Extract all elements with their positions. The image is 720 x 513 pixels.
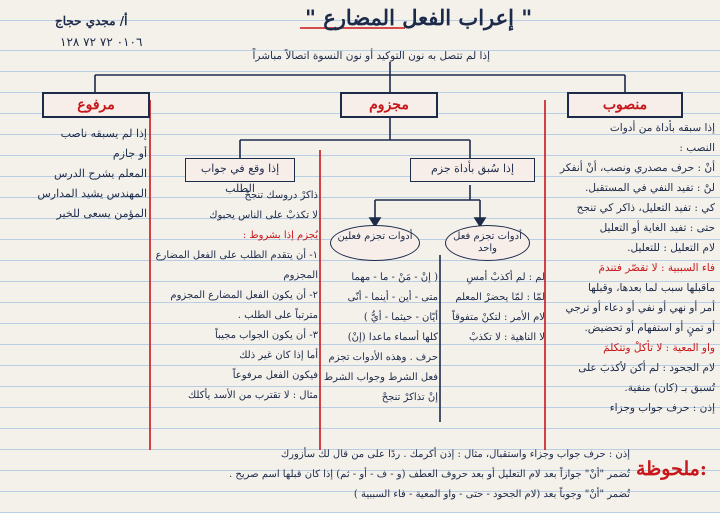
two-verb-line: ( إنْ - مَنْ - ما - مهما xyxy=(351,272,438,283)
one-verb-line: لم : لم أكذبْ أمسِ xyxy=(466,272,545,283)
page-title: " إعراب الفعل المضارع " xyxy=(305,5,533,30)
two-verb-line: كلها أسماء ماعدا (إنْ) xyxy=(347,332,438,343)
talab-line: أما إذا كان غير ذلك xyxy=(239,350,318,361)
nasb-line: ماقبلها سبب لما بعدها، وقبلها xyxy=(587,282,715,294)
cloud-one-verb: أدوات تجزم فعل واحد xyxy=(445,225,530,261)
cloud-two-verbs: أدوات تجزم فعلين xyxy=(330,225,420,261)
two-verb-line: حرف . وهذه الأدوات تجزم xyxy=(328,352,438,363)
nasb-column xyxy=(545,118,715,418)
note-line: إذن : حرف جواب وجزاء واستقبال، مثال : إذن أكرمك . ردًا على من قال لك سأزورك xyxy=(280,449,630,460)
nasb-line: واو المعية : لا تأكلْ وتتكلمَ xyxy=(603,342,715,354)
nasb-line: تُسبق بـ (كان) منفية. xyxy=(624,382,715,394)
raf-line: المعلم يشرح الدرس xyxy=(54,167,147,180)
nasb-line: كي : تفيد التعليل، ذاكر كي تنجح xyxy=(576,202,715,214)
raf-line: أو جازم xyxy=(112,147,147,160)
raf-line: المهندس يشيد المدارس xyxy=(37,187,147,200)
talab-column xyxy=(153,186,318,406)
box-jazm-talab: إذا وقع في جواب الطلب xyxy=(185,158,295,182)
talab-line: فيكون الفعل مرفوعاً xyxy=(232,370,318,381)
note-label: ملحوظة: xyxy=(636,458,707,480)
nasb-line: لنْ : تفيد النفي في المستقبل. xyxy=(585,182,715,194)
two-verb-line: إنْ تذاكرْ تنجحْ xyxy=(381,392,438,403)
one-verb-line: لا الناهية : لا تكذبْ xyxy=(468,332,545,343)
nasb-line: فاء السببية : لا تقصّر فتندمَ xyxy=(598,262,715,274)
talab-line: لا تكذبْ على الناس يحبوك xyxy=(209,210,318,221)
note-line: تُضمر "أنْ" جوازاً بعد لام التعليل أو بعد حروف العطف (و - ف - أو - ثم) إذا كان قبلها اسم صريح . xyxy=(229,469,630,480)
box-raf: مرفوع xyxy=(42,92,150,118)
two-verb-column xyxy=(322,268,438,408)
author-phone: ٠١٠٦ ٧٢ ٧٢ ١٢٨ xyxy=(60,35,143,49)
intro-condition: إذا لم تتصل به نون التوكيد أو نون النسوة اتصالاً مباشراً xyxy=(252,50,490,62)
raf-line: المؤمن يسعى للخير xyxy=(56,207,147,220)
nasb-line: حتى : تفيد الغاية أو التعليل xyxy=(599,222,715,234)
talab-line: المجزوم xyxy=(283,270,318,281)
nasb-line: لام التعليل : للتعليل. xyxy=(627,242,715,254)
author-name: أ/ مجدي حجاج xyxy=(55,14,128,28)
talab-line: مترتباً على الطلب . xyxy=(237,310,318,321)
box-jazm: مجزوم xyxy=(340,92,438,118)
nasb-line: لام الجحود : لم أكن لأكذبَ على xyxy=(578,362,715,374)
nasb-line: إذن : حرف جواب وجزاء xyxy=(609,402,715,414)
one-verb-line: لام الأمر : لتكنْ متفوقاً xyxy=(452,312,545,323)
raf-line: إذا لم يسبقه ناصب xyxy=(60,127,147,140)
box-nasb: منصوب xyxy=(567,92,683,118)
talab-line: ١- أن يتقدم الطلب على الفعل المضارع xyxy=(155,250,318,261)
talab-line: ٢- أن يكون الفعل المضارع المجزوم xyxy=(170,290,318,301)
talab-line: ذاكرْ دروسك تنجحْ xyxy=(244,190,318,201)
nasb-line: أمر أو نهي أو نفي أو دعاء أو ترجي xyxy=(565,302,715,314)
note-lines xyxy=(60,445,630,505)
nasb-line: إذا سبقه بأداة من أدوات xyxy=(609,122,715,134)
note-line: تُضمر "أنْ" وجوباً بعد (لام الجحود - حتى - واو المعية - فاء السببية ) xyxy=(353,489,630,500)
raf-column xyxy=(5,124,147,224)
nasb-line: أنْ : حرف مصدري ونصب، أنْ أنفكر xyxy=(559,162,715,174)
two-verb-line: فعل الشرط وجواب الشرط xyxy=(323,372,438,383)
one-verb-column xyxy=(442,268,545,348)
box-jazm-adah: إذا سُبق بأداة جزم xyxy=(410,158,535,182)
nasb-line: النصب : xyxy=(679,142,715,154)
talab-line: مثال : لا تقترب من الأسد يأكلك xyxy=(187,390,318,401)
nasb-line: أو تمنٍ أو استفهام أو تحضيض. xyxy=(584,322,715,334)
two-verb-line: أيّان - حيثما - أيُّ ) xyxy=(363,312,438,323)
talab-line: يُجزم إذا بشروط : xyxy=(242,230,318,241)
talab-line: ٣- أن يكون الجواب مجيباً xyxy=(215,330,318,341)
two-verb-line: متى - أين - أينما - أنّى xyxy=(347,292,438,303)
one-verb-line: لمّا : لمّا يحضرْ المعلم xyxy=(455,292,545,303)
